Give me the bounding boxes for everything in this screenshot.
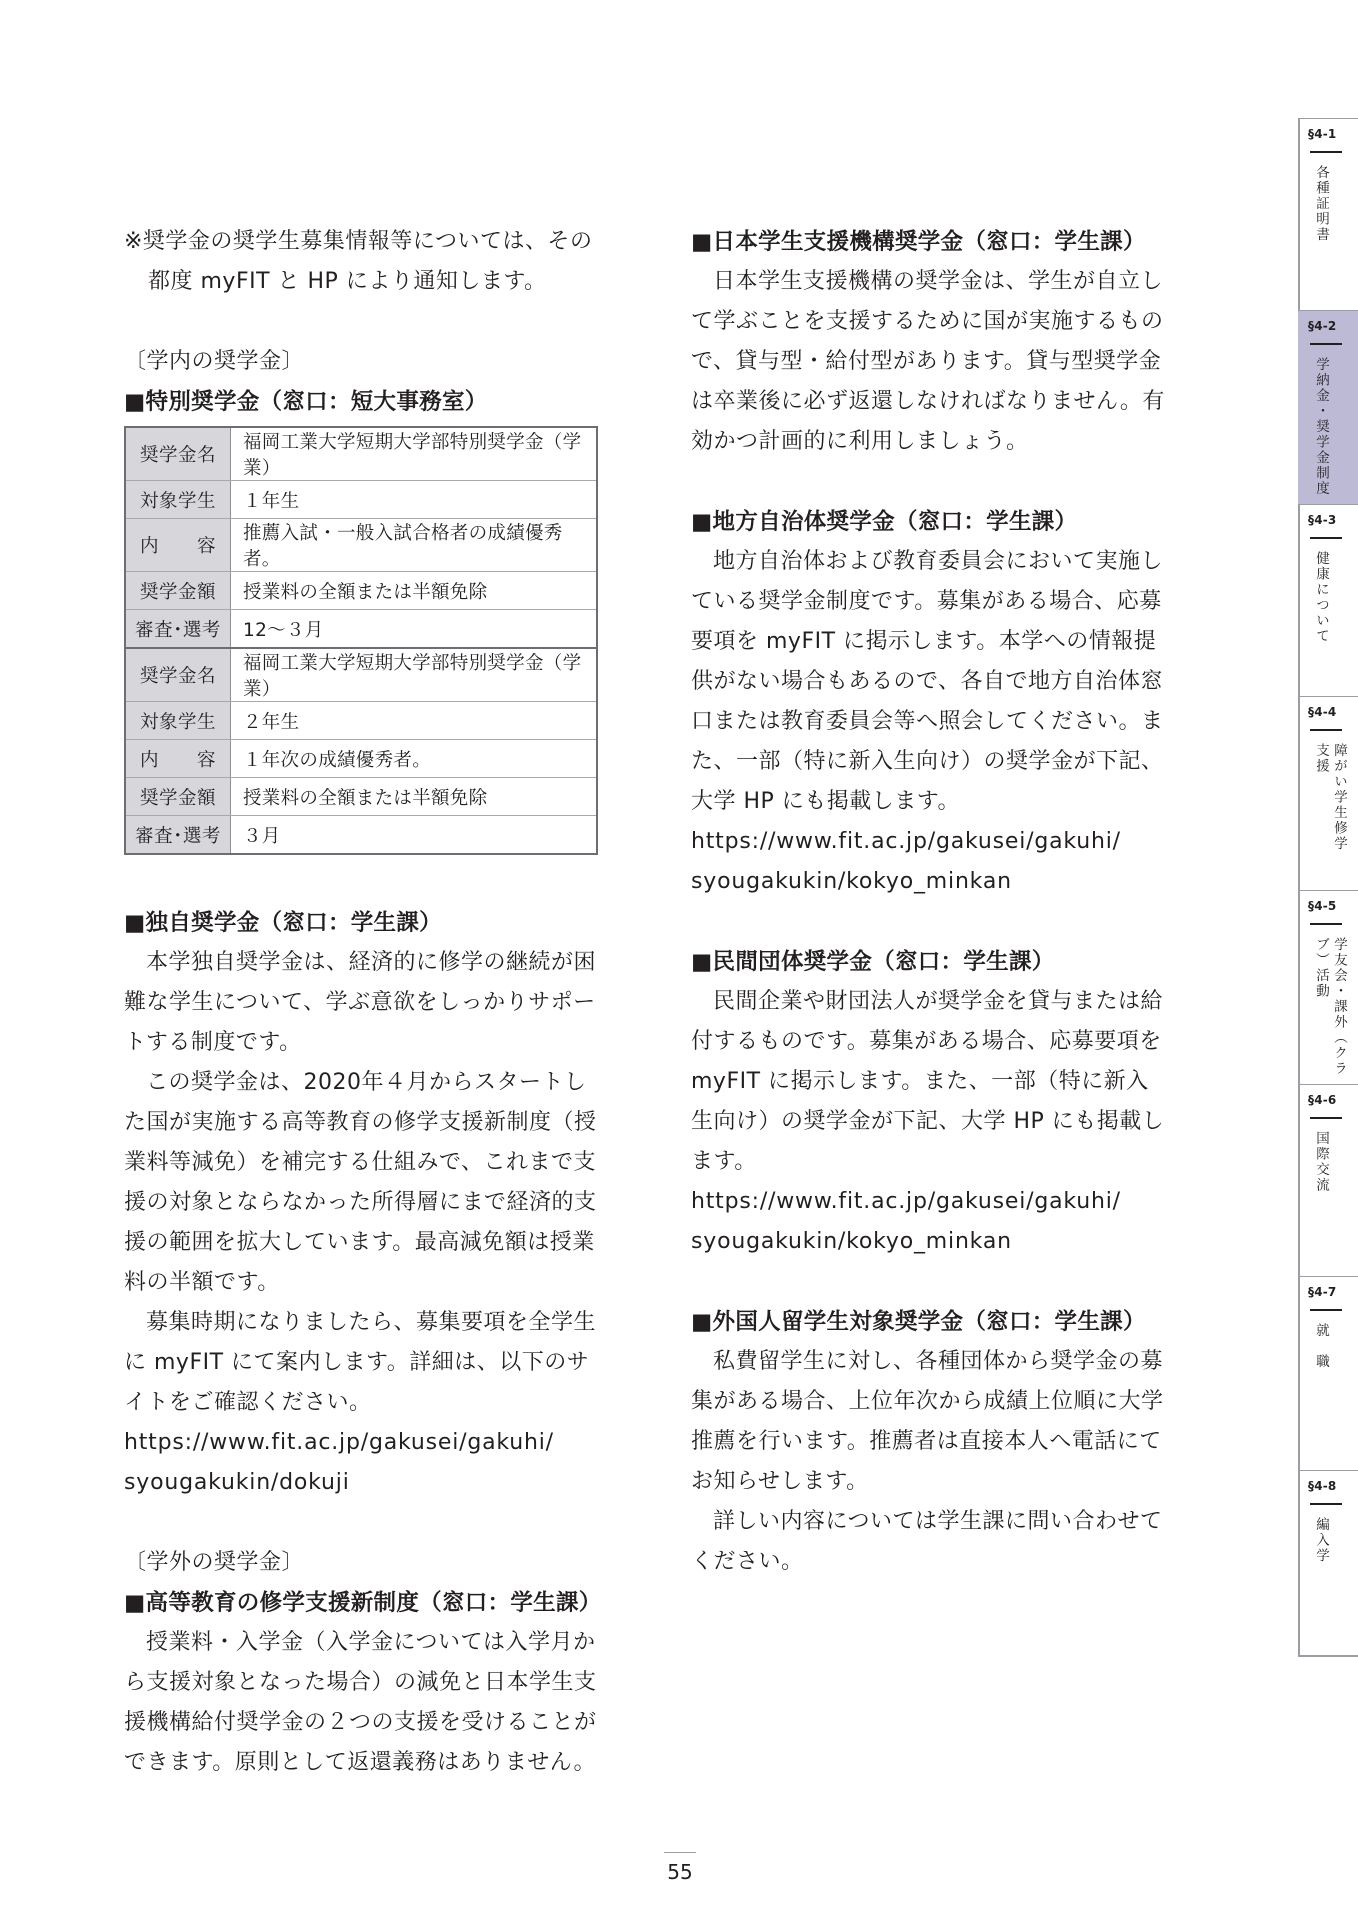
table-key: 対象学生 xyxy=(125,702,231,740)
tab-label: 編入学 xyxy=(1313,1517,1329,1564)
note-line-2: 都度 myFIT と HP により通知します。 xyxy=(148,269,547,294)
right-column xyxy=(691,0,1171,1582)
dokuji-scholarship-heading: ■独自奨学金（窓口：学生課） xyxy=(124,910,442,936)
table-value: 福岡工業大学短期大学部特別奨学金（学業） xyxy=(231,648,598,702)
tab-4-8[interactable] xyxy=(1298,1470,1358,1656)
table-key: 奨学金名 xyxy=(125,427,231,481)
table-value: 福岡工業大学短期大学部特別奨学金（学業） xyxy=(231,427,598,481)
table-value: １年次の成績優秀者。 xyxy=(231,740,598,778)
dokuji-paragraph-1: 本学独自奨学金は、経済的に修学の継続が困 難な学生について、学ぶ意欲をしっかりサポー トする制度です。 xyxy=(124,950,597,1055)
foreign-student-paragraph-2: 詳しい内容については学生課に問い合わせて ください。 xyxy=(691,1509,1163,1574)
table-value: ３月 xyxy=(231,816,598,855)
tab-number: §4-4 xyxy=(1308,705,1337,719)
tab-number: §4-3 xyxy=(1308,513,1337,527)
sidebar-bottom-line xyxy=(1298,1655,1358,1657)
tab-4-2[interactable] xyxy=(1298,310,1358,505)
tab-4-3[interactable] xyxy=(1298,504,1358,697)
private-org-url[interactable]: https://www.fit.ac.jp/gakusei/gakuhi/ syougakukin/kokyo_minkan xyxy=(691,1189,1121,1254)
dokuji-url[interactable]: https://www.fit.ac.jp/gakusei/gakuhi/ syougakukin/dokuji xyxy=(124,1430,554,1495)
table-key: 内 容 xyxy=(125,519,231,572)
left-column xyxy=(124,0,614,1783)
table-key: 審査･選考 xyxy=(125,610,231,649)
tab-4-5[interactable] xyxy=(1298,890,1358,1085)
local-government-heading: ■地方自治体奨学金（窓口：学生課） xyxy=(691,509,1078,535)
tab-number: §4-1 xyxy=(1308,127,1337,141)
tab-label: 就 職 xyxy=(1313,1323,1329,1370)
table-value: 12～３月 xyxy=(231,610,598,649)
tab-bar xyxy=(1310,1503,1342,1505)
koto-support-heading: ■高等教育の修学支援新制度（窓口：学生課） xyxy=(124,1590,602,1616)
koto-support-paragraph: 授業料・入学金（入学金については入学月か ら支援対象となった場合）の減免と日本学生支 援機構給付奨学金の２つの支援を受けることが できます。原則として返還義務はありません。 xyxy=(124,1630,597,1775)
dokuji-paragraph-2: この奨学金は、2020年４月からスタートし た国が実施する高等教育の修学支援新制度（授 業料等減免）を補完する仕組みで、これまで支 援の対象とならなかった所得層にまで経済的支 援の範囲を拡大しています。最高減免額は授業 料の半額です。 xyxy=(124,1070,597,1295)
table-key: 対象学生 xyxy=(125,481,231,519)
foreign-student-heading: ■外国人留学生対象奨学金（窓口：学生課） xyxy=(691,1309,1146,1335)
private-org-heading: ■民間団体奨学金（窓口：学生課） xyxy=(691,949,1055,975)
note-line-1: ※奨学金の奨学生募集情報等については、その xyxy=(124,229,593,254)
tab-number: §4-5 xyxy=(1308,899,1337,913)
table-value: １年生 xyxy=(231,481,598,519)
tab-number: §4-7 xyxy=(1308,1285,1337,1299)
foreign-student-paragraph-1: 私費留学生に対し、各種団体から奨学金の募 集がある場合、上位年次から成績上位順に大学 推薦を行います。推薦者は直接本人へ電話にて お知らせします。 xyxy=(691,1349,1164,1494)
tab-label: 健康について xyxy=(1313,551,1329,644)
table-value: 推薦入試・一般入試合格者の成績優秀者。 xyxy=(231,519,598,572)
table-key: 奨学金額 xyxy=(125,572,231,610)
external-scholarship-label: 〔学外の奨学金〕 xyxy=(124,1550,305,1575)
tab-4-4[interactable] xyxy=(1298,696,1358,891)
jasso-heading: ■日本学生支援機構奨学金（窓口：学生課） xyxy=(691,229,1146,255)
tab-label: 学友会・課外（クラブ）活動 xyxy=(1313,937,1347,1077)
dokuji-paragraph-3: 募集時期になりましたら、募集要項を全学生 に myFIT にて案内します。詳細は、以下のサ イトをご確認ください。 xyxy=(124,1310,597,1415)
table-key: 奨学金名 xyxy=(125,648,231,702)
tab-label: 国際交流 xyxy=(1313,1131,1329,1193)
tab-number: §4-6 xyxy=(1308,1093,1337,1107)
tab-4-1[interactable] xyxy=(1298,118,1358,311)
special-scholarship-heading: ■特別奨学金（窓口：短大事務室） xyxy=(124,389,488,415)
local-government-paragraph: 地方自治体および教育委員会において実施し ている奨学金制度です。募集がある場合、応募 要項を myFIT に掲示します。本学への情報提 供がない場合もあるので、各自で地方自治体窓 口または教育委員会等へ照会してください。ま た、一部（特に新入生向け）の奨学金が下記、 大学 HP にも掲載します。 xyxy=(691,549,1164,814)
special-scholarship-table xyxy=(124,426,598,855)
tab-number: §4-2 xyxy=(1308,319,1337,333)
jasso-paragraph: 日本学生支援機構の奨学金は、学生が自立し て学ぶことを支援するために国が実施するもの で、貸与型・給付型があります。貸与型奨学金 は卒業後に必ず返還しなければなりません。有 効かつ計画的に利用しましょう。 xyxy=(691,269,1165,454)
table-key: 奨学金額 xyxy=(125,778,231,816)
tab-number: §4-8 xyxy=(1308,1479,1337,1493)
tab-bar xyxy=(1310,343,1342,345)
tab-bar xyxy=(1310,537,1342,539)
internal-scholarship-label: 〔学内の奨学金〕 xyxy=(124,349,305,374)
tab-label: 学納金・奨学金制度 xyxy=(1313,357,1329,497)
tab-bar xyxy=(1310,1117,1342,1119)
table-value: ２年生 xyxy=(231,702,598,740)
table-key: 審査･選考 xyxy=(125,816,231,855)
tab-4-7[interactable] xyxy=(1298,1276,1358,1471)
table-value: 授業料の全額または半額免除 xyxy=(231,778,598,816)
tab-label: 障がい学生修学支援 xyxy=(1313,743,1347,852)
tab-label: 各種証明書 xyxy=(1313,165,1329,243)
table-key: 内 容 xyxy=(125,740,231,778)
tab-bar xyxy=(1310,1309,1342,1311)
tab-4-6[interactable] xyxy=(1298,1084,1358,1277)
page-number-rule xyxy=(664,1852,696,1853)
table-value: 授業料の全額または半額免除 xyxy=(231,572,598,610)
tab-bar xyxy=(1310,729,1342,731)
local-government-url[interactable]: https://www.fit.ac.jp/gakusei/gakuhi/ syougakukin/kokyo_minkan xyxy=(691,829,1121,894)
tab-bar xyxy=(1310,151,1342,153)
page-number: 55 xyxy=(667,1860,693,1884)
private-org-paragraph: 民間企業や財団法人が奨学金を貸与または給 付するものです。募集がある場合、応募要項を myFIT に掲示します。また、一部（特に新入 生向け）の奨学金が下記、大学 HP にも掲載し ます。 xyxy=(691,989,1165,1174)
tab-bar xyxy=(1310,923,1342,925)
